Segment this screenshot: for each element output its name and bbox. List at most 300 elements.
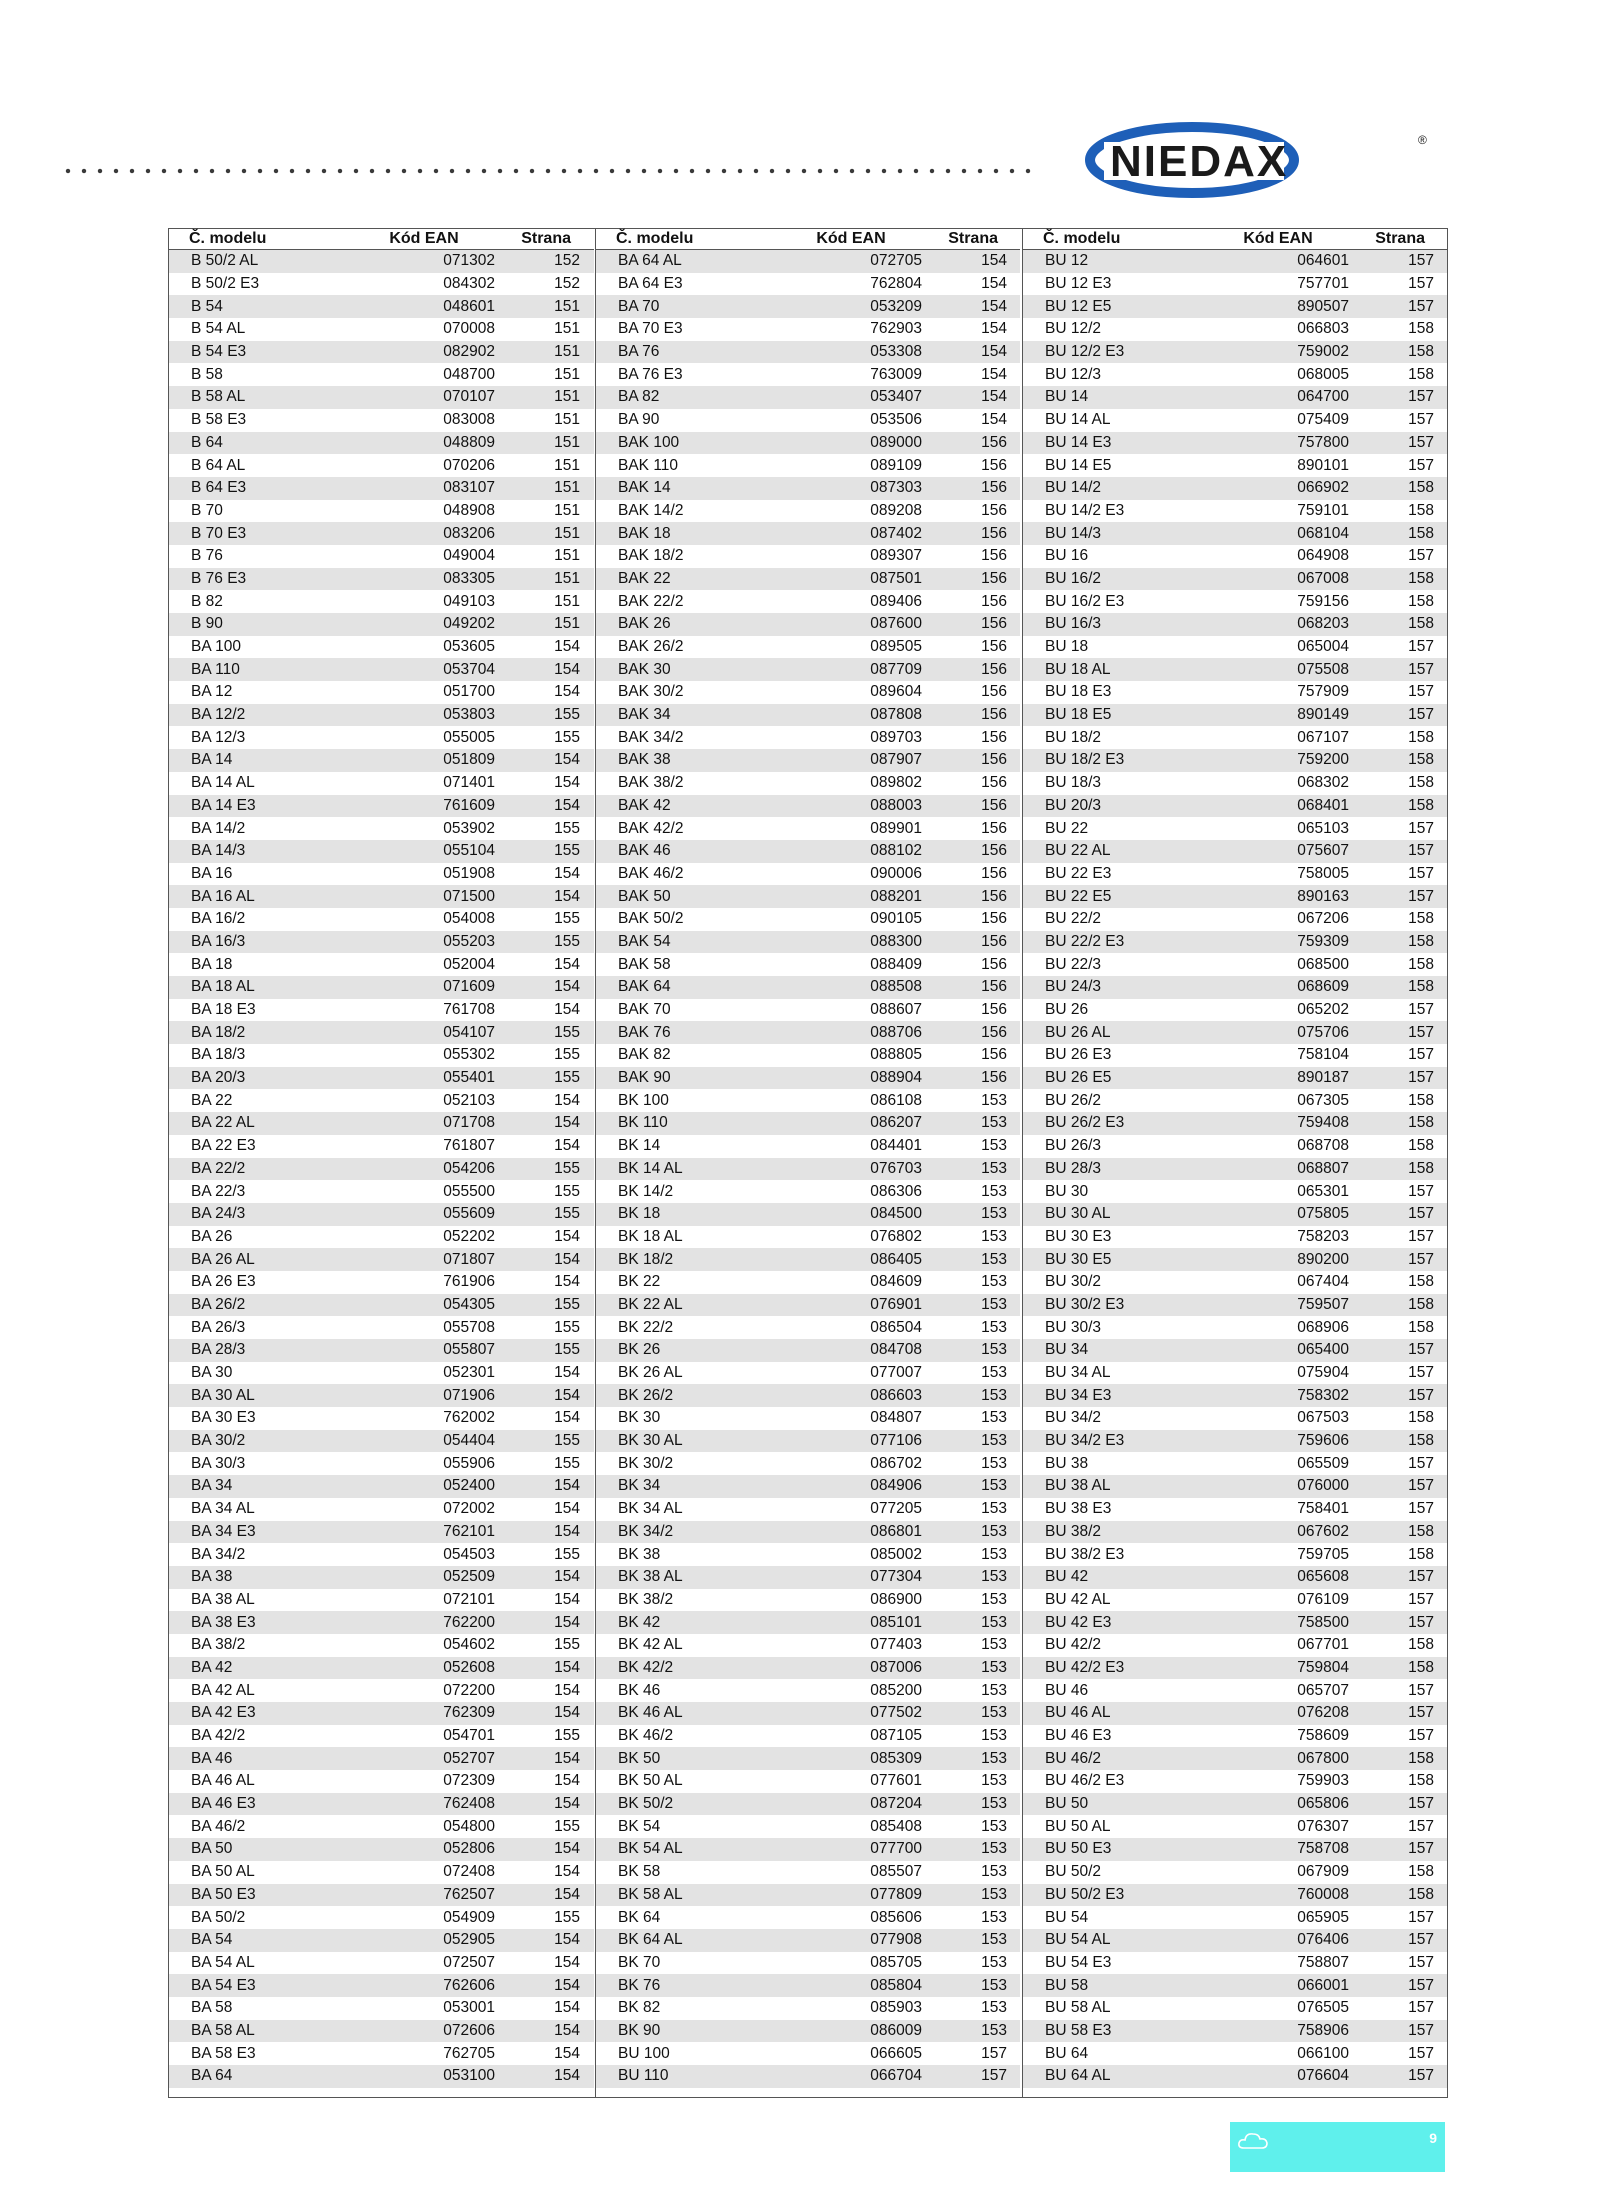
ean-cell: 084807	[870, 1409, 922, 1427]
model-cell: BU 38 AL	[1045, 1477, 1111, 1495]
model-cell: BU 110	[618, 2067, 669, 2085]
model-cell: BA 70	[618, 297, 660, 315]
table-row	[169, 1521, 594, 1544]
ean-cell: 076505	[1297, 1999, 1349, 2017]
page-cell: 155	[554, 1636, 580, 1654]
ean-cell: 758609	[1297, 1727, 1349, 1745]
model-cell: BU 30 E3	[1045, 1227, 1112, 1245]
model-cell: BA 58	[191, 1999, 233, 2017]
ean-cell: 082902	[443, 343, 495, 361]
model-cell: BA 26	[191, 1227, 233, 1245]
ean-cell: 076208	[1297, 1704, 1349, 1722]
page-cell: 158	[1408, 932, 1434, 950]
model-cell: BU 30 AL	[1045, 1205, 1111, 1223]
model-cell: BU 14/3	[1045, 524, 1102, 542]
model-cell: BA 30/2	[191, 1432, 246, 1450]
page-cell: 154	[554, 1409, 580, 1427]
table-row	[596, 931, 1020, 954]
table-row	[1023, 1135, 1447, 1158]
table-row	[1023, 1566, 1447, 1589]
model-cell: BA 16 AL	[191, 887, 255, 905]
table-row	[1023, 2020, 1447, 2043]
table-row	[596, 1884, 1020, 1907]
page-cell: 154	[554, 751, 580, 769]
page-cell: 156	[981, 683, 1007, 701]
page-cell: 151	[554, 547, 580, 565]
page-cell: 155	[554, 842, 580, 860]
page-cell: 157	[1408, 388, 1434, 406]
page-cell: 153	[981, 1227, 1007, 1245]
table-row	[169, 568, 594, 591]
model-cell: BA 34	[191, 1477, 233, 1495]
table-row	[596, 613, 1020, 636]
table-row	[596, 568, 1020, 591]
ean-cell: 067206	[1297, 910, 1349, 928]
model-cell: BAK 34	[618, 706, 671, 724]
page-cell: 153	[981, 1205, 1007, 1223]
model-cell: BAK 50	[618, 887, 671, 905]
page-cell: 156	[981, 751, 1007, 769]
ean-cell: 071401	[443, 774, 495, 792]
table-row	[169, 363, 594, 386]
table-row	[596, 273, 1020, 296]
table-row	[1023, 1112, 1447, 1135]
ean-cell: 089208	[870, 501, 922, 519]
ean-cell: 054909	[443, 1908, 495, 1926]
ean-cell: 052004	[443, 955, 495, 973]
table-row	[596, 1407, 1020, 1430]
ean-cell: 084609	[870, 1273, 922, 1291]
table-row	[169, 840, 594, 863]
model-cell: BK 14/2	[618, 1182, 674, 1200]
table-column-3	[1022, 229, 1447, 2097]
model-cell: BU 50	[1045, 1795, 1089, 1813]
ean-cell: 759156	[1297, 592, 1349, 610]
ean-cell: 055500	[443, 1182, 495, 1200]
ean-cell: 762804	[870, 275, 922, 293]
table-row	[1023, 477, 1447, 500]
ean-cell: 055609	[443, 1205, 495, 1223]
ean-cell: 055005	[443, 728, 495, 746]
ean-cell: 054206	[443, 1159, 495, 1177]
model-cell: BU 34 AL	[1045, 1364, 1111, 1382]
page-cell: 157	[1408, 864, 1434, 882]
ean-cell: 055807	[443, 1341, 495, 1359]
model-cell: BK 18/2	[618, 1250, 674, 1268]
ean-cell: 758104	[1297, 1046, 1349, 1064]
ean-cell: 077601	[870, 1772, 922, 1790]
page-cell: 153	[981, 1432, 1007, 1450]
ean-cell: 071807	[443, 1250, 495, 1268]
model-cell: B 58	[191, 365, 223, 383]
table-row	[1023, 1384, 1447, 1407]
ean-cell: 049202	[443, 615, 495, 633]
model-cell: BA 90	[618, 411, 660, 429]
ean-cell: 086504	[870, 1318, 922, 1336]
ean-cell: 077205	[870, 1500, 922, 1518]
model-cell: BAK 18	[618, 524, 671, 542]
page-cell: 156	[981, 706, 1007, 724]
ean-cell: 075904	[1297, 1364, 1349, 1382]
page-cell: 157	[1408, 1908, 1434, 1926]
model-cell: B 58 E3	[191, 411, 247, 429]
table-row	[1023, 522, 1447, 545]
table-row	[1023, 1316, 1447, 1339]
product-index-table	[168, 228, 1448, 2098]
page-cell: 158	[1408, 343, 1434, 361]
ean-cell: 086405	[870, 1250, 922, 1268]
model-cell: BU 22/3	[1045, 955, 1102, 973]
table-row	[596, 477, 1020, 500]
ean-cell: 760008	[1297, 1885, 1349, 1903]
page-cell: 154	[554, 1795, 580, 1813]
model-cell: BA 22 E3	[191, 1137, 256, 1155]
page-cell: 158	[1408, 569, 1434, 587]
ean-cell: 052806	[443, 1840, 495, 1858]
model-cell: BK 58 AL	[618, 1885, 683, 1903]
table-row	[169, 726, 594, 749]
ean-cell: 067909	[1297, 1863, 1349, 1881]
page-cell: 157	[1408, 887, 1434, 905]
page-cell: 153	[981, 1364, 1007, 1382]
ean-cell: 085200	[870, 1681, 922, 1699]
ean-cell: 890101	[1297, 456, 1349, 474]
page-cell: 156	[981, 569, 1007, 587]
page-cell: 157	[1408, 1386, 1434, 1404]
ean-cell: 071906	[443, 1386, 495, 1404]
ean-cell: 084708	[870, 1341, 922, 1359]
page-cell: 153	[981, 1658, 1007, 1676]
model-cell: BA 14	[191, 751, 233, 769]
ean-cell: 052509	[443, 1568, 495, 1586]
ean-cell: 053407	[870, 388, 922, 406]
page-cell: 156	[981, 1046, 1007, 1064]
page-cell: 153	[981, 1931, 1007, 1949]
ean-cell: 077908	[870, 1931, 922, 1949]
page-cell: 151	[554, 433, 580, 451]
ean-cell: 076000	[1297, 1477, 1349, 1495]
page-cell: 157	[1408, 638, 1434, 656]
table-row	[1023, 1180, 1447, 1203]
table-row	[169, 704, 594, 727]
table-row	[169, 1112, 594, 1135]
page-number-badge	[1230, 2122, 1445, 2172]
model-cell: BU 28/3	[1045, 1159, 1102, 1177]
page-cell: 153	[981, 1091, 1007, 1109]
table-row	[169, 1226, 594, 1249]
ean-cell: 049103	[443, 592, 495, 610]
page-cell: 154	[554, 638, 580, 656]
page-cell: 157	[1408, 2044, 1434, 2062]
page-cell: 157	[1408, 1953, 1434, 1971]
ean-cell: 054404	[443, 1432, 495, 1450]
table-row	[596, 250, 1020, 273]
model-cell: BK 30 AL	[618, 1432, 683, 1450]
ean-cell: 087600	[870, 615, 922, 633]
page-cell: 157	[1408, 706, 1434, 724]
page-cell: 156	[981, 1001, 1007, 1019]
table-row	[169, 681, 594, 704]
table-row	[1023, 1452, 1447, 1475]
ean-cell: 053209	[870, 297, 922, 315]
page-cell: 152	[554, 275, 580, 293]
table-row	[169, 636, 594, 659]
ean-cell: 048700	[443, 365, 495, 383]
page-cell: 154	[554, 660, 580, 678]
ean-cell: 087907	[870, 751, 922, 769]
ean-cell: 757701	[1297, 275, 1349, 293]
table-row	[169, 1838, 594, 1861]
model-cell: B 54 AL	[191, 320, 246, 338]
table-row	[596, 908, 1020, 931]
page-cell: 154	[554, 1704, 580, 1722]
ean-cell: 068302	[1297, 774, 1349, 792]
table-row	[169, 1475, 594, 1498]
model-cell: BA 76 E3	[618, 365, 683, 383]
page-cell: 154	[981, 411, 1007, 429]
page-cell: 157	[1408, 547, 1434, 565]
table-row	[1023, 658, 1447, 681]
page-cell: 157	[1408, 433, 1434, 451]
ean-cell: 053704	[443, 660, 495, 678]
table-row	[1023, 863, 1447, 886]
page-cell: 154	[554, 1500, 580, 1518]
ean-cell: 071302	[443, 252, 495, 270]
page-cell: 154	[554, 955, 580, 973]
model-cell: BU 14 E5	[1045, 456, 1112, 474]
page-cell: 155	[554, 1023, 580, 1041]
ean-cell: 759606	[1297, 1432, 1349, 1450]
table-row	[596, 1430, 1020, 1453]
page-cell: 156	[981, 638, 1007, 656]
ean-cell: 088508	[870, 978, 922, 996]
model-cell: BU 12/2 E3	[1045, 343, 1125, 361]
page-cell: 156	[981, 547, 1007, 565]
model-cell: BU 34 E3	[1045, 1386, 1112, 1404]
ean-cell: 763009	[870, 365, 922, 383]
table-row	[596, 1770, 1020, 1793]
model-cell: BU 14 E3	[1045, 433, 1112, 451]
ean-cell: 089406	[870, 592, 922, 610]
page-cell: 157	[1408, 1069, 1434, 1087]
model-cell: BU 14/2 E3	[1045, 501, 1125, 519]
table-row	[169, 1589, 594, 1612]
ean-cell: 762408	[443, 1795, 495, 1813]
model-cell: BA 26 E3	[191, 1273, 256, 1291]
model-cell: BA 64 E3	[618, 275, 683, 293]
page-cell: 153	[981, 1636, 1007, 1654]
table-row	[596, 976, 1020, 999]
ean-cell: 065103	[1297, 819, 1349, 837]
page-cell: 155	[554, 1046, 580, 1064]
ean-cell: 072309	[443, 1772, 495, 1790]
table-row	[1023, 1203, 1447, 1226]
page-cell: 156	[981, 501, 1007, 519]
page-cell: 153	[981, 1681, 1007, 1699]
table-row	[1023, 726, 1447, 749]
model-cell: BA 14 E3	[191, 796, 256, 814]
table-row	[1023, 363, 1447, 386]
ean-cell: 088607	[870, 1001, 922, 1019]
model-cell: BU 46 AL	[1045, 1704, 1111, 1722]
ean-cell: 759200	[1297, 751, 1349, 769]
ean-cell: 070206	[443, 456, 495, 474]
table-row	[169, 772, 594, 795]
model-cell: BK 64	[618, 1908, 661, 1926]
table-row	[596, 432, 1020, 455]
table-row	[596, 885, 1020, 908]
table-row	[1023, 1725, 1447, 1748]
ean-cell: 067503	[1297, 1409, 1349, 1427]
page-cell: 154	[554, 1137, 580, 1155]
model-cell: BU 22	[1045, 819, 1089, 837]
table-row	[169, 953, 594, 976]
model-cell: BA 100	[191, 638, 241, 656]
table-row	[1023, 1952, 1447, 1975]
model-cell: BK 18	[618, 1205, 661, 1223]
page-cell: 158	[1408, 1545, 1434, 1563]
table-row	[1023, 1702, 1447, 1725]
model-cell: BU 50/2 E3	[1045, 1885, 1125, 1903]
table-row	[169, 1158, 594, 1181]
model-cell: BU 38 E3	[1045, 1500, 1112, 1518]
model-cell: BA 24/3	[191, 1205, 246, 1223]
table-row	[1023, 1158, 1447, 1181]
page-cell: 157	[1408, 1568, 1434, 1586]
model-cell: B 70 E3	[191, 524, 247, 542]
table-row	[596, 1679, 1020, 1702]
table-row	[596, 817, 1020, 840]
ean-cell: 064908	[1297, 547, 1349, 565]
ean-cell: 067305	[1297, 1091, 1349, 1109]
niedax-logo	[1080, 116, 1450, 216]
ean-cell: 072606	[443, 2021, 495, 2039]
table-row	[596, 409, 1020, 432]
ean-cell: 085507	[870, 1863, 922, 1881]
model-cell: BA 70 E3	[618, 320, 683, 338]
table-row	[1023, 885, 1447, 908]
model-cell: BU 18 E5	[1045, 706, 1112, 724]
model-cell: BA 46/2	[191, 1817, 246, 1835]
model-cell: BU 30 E5	[1045, 1250, 1112, 1268]
model-cell: BU 22 E3	[1045, 864, 1112, 882]
page-cell: 158	[1408, 1885, 1434, 1903]
ean-cell: 762101	[443, 1522, 495, 1540]
model-cell: BU 50 E3	[1045, 1840, 1112, 1858]
page-cell: 157	[1408, 1840, 1434, 1858]
table-row	[169, 931, 594, 954]
table-row	[1023, 1770, 1447, 1793]
ean-cell: 089901	[870, 819, 922, 837]
table-row	[169, 1021, 594, 1044]
page-cell: 156	[981, 456, 1007, 474]
ean-cell: 087303	[870, 479, 922, 497]
table-row	[169, 795, 594, 818]
page-cell: 157	[1408, 252, 1434, 270]
model-cell: BA 34/2	[191, 1545, 246, 1563]
table-row	[596, 500, 1020, 523]
table-row	[1023, 1793, 1447, 1816]
model-cell: BK 26/2	[618, 1386, 674, 1404]
table-row	[596, 1838, 1020, 1861]
page-cell: 158	[1408, 1772, 1434, 1790]
model-cell: BU 18/2	[1045, 728, 1102, 746]
model-cell: BK 18 AL	[618, 1227, 683, 1245]
model-cell: BK 26 AL	[618, 1364, 683, 1382]
ean-cell: 089109	[870, 456, 922, 474]
ean-cell: 054701	[443, 1727, 495, 1745]
table-row	[169, 590, 594, 613]
model-cell: BAK 22	[618, 569, 671, 587]
page-cell: 158	[1408, 774, 1434, 792]
page-cell: 158	[1408, 479, 1434, 497]
ean-cell: 088300	[870, 932, 922, 950]
model-cell: BU 18/2 E3	[1045, 751, 1125, 769]
model-cell: BA 34 E3	[191, 1522, 256, 1540]
page-cell: 155	[554, 1727, 580, 1745]
ean-cell: 087501	[870, 569, 922, 587]
table-row	[169, 1702, 594, 1725]
table-row	[1023, 1067, 1447, 1090]
model-cell: BU 22 E5	[1045, 887, 1112, 905]
page-cell: 156	[981, 1023, 1007, 1041]
page-cell: 158	[1408, 1273, 1434, 1291]
table-row	[169, 1566, 594, 1589]
ean-cell: 088805	[870, 1046, 922, 1064]
ean-cell: 068708	[1297, 1137, 1349, 1155]
model-cell: BU 64	[1045, 2044, 1089, 2062]
header-ean: Kód EAN	[1243, 230, 1313, 247]
table-row	[1023, 613, 1447, 636]
ean-cell: 076703	[870, 1159, 922, 1177]
ean-cell: 053605	[443, 638, 495, 656]
page-cell: 158	[1408, 796, 1434, 814]
page-cell: 158	[1408, 1636, 1434, 1654]
page-cell: 154	[981, 297, 1007, 315]
page-cell: 154	[981, 320, 1007, 338]
table-row	[1023, 931, 1447, 954]
page-cell: 155	[554, 1205, 580, 1223]
page-cell: 154	[554, 1658, 580, 1676]
model-cell: BK 22	[618, 1273, 661, 1291]
table-row	[169, 1543, 594, 1566]
ean-cell: 054305	[443, 1295, 495, 1313]
page-cell: 154	[554, 1931, 580, 1949]
ean-cell: 758401	[1297, 1500, 1349, 1518]
model-cell: BU 42 E3	[1045, 1613, 1112, 1631]
model-cell: BK 38 AL	[618, 1568, 683, 1586]
model-cell: BU 46/2	[1045, 1749, 1102, 1767]
ean-cell: 077809	[870, 1885, 922, 1903]
table-row	[596, 1815, 1020, 1838]
ean-cell: 052202	[443, 1227, 495, 1245]
ean-cell: 761609	[443, 796, 495, 814]
model-cell: BA 14/2	[191, 819, 246, 837]
table-row	[169, 1611, 594, 1634]
table-row	[169, 1407, 594, 1430]
ean-cell: 075706	[1297, 1023, 1349, 1041]
page-cell: 157	[1408, 1704, 1434, 1722]
page-cell: 157	[1408, 819, 1434, 837]
table-row	[596, 1067, 1020, 1090]
page-cell: 153	[981, 1885, 1007, 1903]
page-cell: 157	[1408, 1227, 1434, 1245]
model-cell: B 54 E3	[191, 343, 247, 361]
table-row	[596, 1521, 1020, 1544]
table-row	[1023, 1475, 1447, 1498]
ean-cell: 071500	[443, 887, 495, 905]
ean-cell: 084401	[870, 1137, 922, 1155]
